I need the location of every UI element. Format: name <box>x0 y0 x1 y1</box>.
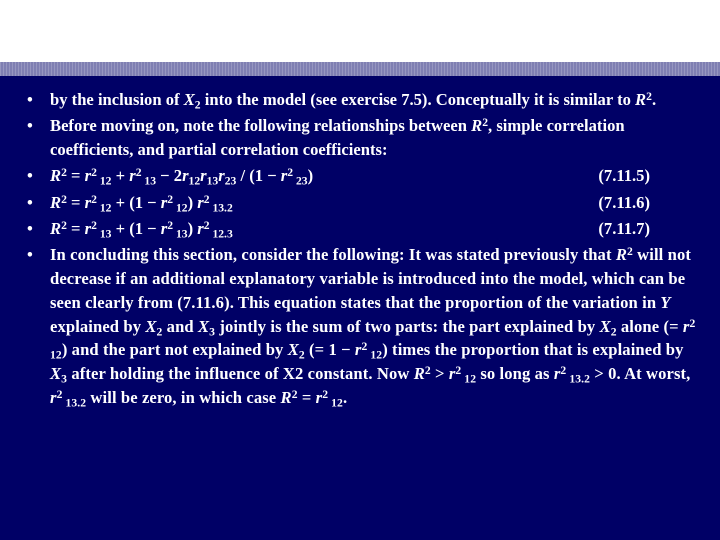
var: X <box>599 316 611 336</box>
sub: 13.2 <box>62 396 87 410</box>
slide-header <box>0 0 720 62</box>
var: R <box>50 218 62 238</box>
text: will not decrease if an additional explanatory variable is introduced into the model, which can be seen clearly from (7.11.6). This equation states that the proportion of the variation in <box>50 245 691 312</box>
sub: 13.2 <box>566 372 591 386</box>
var: r <box>182 166 189 186</box>
var: R <box>280 388 292 408</box>
sup: 2 <box>91 166 97 180</box>
sub: 12 <box>50 348 62 362</box>
var: X <box>145 316 157 336</box>
var: r <box>553 364 561 384</box>
slide-content <box>0 88 720 412</box>
sup: 2 <box>627 245 633 259</box>
var: r <box>448 364 456 384</box>
var-r-squared: R <box>471 116 483 136</box>
var: X <box>50 364 62 384</box>
bullet-equation-7-11-6 <box>0 191 720 215</box>
text: into the model (see exercise 7.5). Conceptually it is similar to <box>200 90 636 109</box>
sub: 12 <box>96 201 112 215</box>
equation-number: (7.11.6) <box>598 192 650 212</box>
sub: 13 <box>96 227 112 241</box>
sub: 13 <box>173 227 188 241</box>
text: > 0. At worst, <box>590 364 691 384</box>
bullet-concluding <box>0 243 720 410</box>
var: r <box>315 388 323 408</box>
var: r <box>129 166 136 186</box>
sub: 12.3 <box>209 227 233 241</box>
var: r <box>50 388 57 408</box>
bullet-inclusion <box>0 88 720 112</box>
sup: 2 <box>322 387 329 401</box>
sub: 13 <box>206 174 219 188</box>
var: R <box>50 192 62 212</box>
var: R <box>615 245 627 265</box>
var: X <box>198 316 210 336</box>
sup: 2 <box>203 218 210 232</box>
bullet-relationships <box>0 114 720 162</box>
sup: 2 <box>287 166 294 180</box>
sub: 2 <box>156 325 163 339</box>
var: r <box>197 218 204 238</box>
equation-7-11-5 <box>50 164 313 188</box>
var: X <box>287 340 299 360</box>
text: + <box>111 166 130 186</box>
equation-number: (7.11.5) <box>598 166 650 186</box>
sup: 2 <box>203 192 210 206</box>
text: − 2 <box>156 166 183 186</box>
sub: 12 <box>96 174 112 188</box>
var: r <box>197 192 204 212</box>
text: ) <box>307 166 314 186</box>
sup: 2 <box>91 218 97 232</box>
sup: 2 <box>61 192 67 206</box>
bullet-equation-7-11-5 <box>0 164 720 188</box>
sub: 12 <box>367 348 383 362</box>
text: . <box>342 388 348 408</box>
equation-7-11-6 <box>50 191 233 215</box>
text: ) <box>187 192 198 212</box>
sup: 2 <box>689 316 696 330</box>
sup: 2 <box>291 387 298 401</box>
sup: 2 <box>61 218 67 232</box>
text: explained by <box>50 316 146 336</box>
sup: 2 <box>135 166 142 180</box>
var: r <box>200 166 207 186</box>
var: r <box>160 192 168 212</box>
bullet-dot: • <box>27 192 33 212</box>
sup: 2 <box>167 218 174 232</box>
var: r <box>682 316 690 336</box>
text: jointly is the sum of two parts: the part explained by <box>215 316 600 336</box>
sub: 2 <box>298 348 305 362</box>
bullet-dot: • <box>27 116 33 136</box>
sup: 2 <box>482 116 489 130</box>
sub: 12 <box>328 396 343 410</box>
sup: 2 <box>91 192 97 206</box>
sub: 13 <box>141 174 157 188</box>
sup: 2 <box>361 340 368 354</box>
sub: 23 <box>293 174 308 188</box>
sup: 2 <box>167 192 174 206</box>
text: > <box>430 364 449 384</box>
sub: 12 <box>461 372 477 386</box>
text: and <box>162 316 198 336</box>
text: = <box>66 192 85 212</box>
text: + (1 − <box>111 218 161 238</box>
bullet-dot: • <box>27 245 33 265</box>
bullet-dot: • <box>27 218 33 238</box>
text: In concluding this section, consider the following: It was stated previously that <box>50 245 616 265</box>
bullet-dot: • <box>27 90 33 109</box>
text: = <box>297 388 316 408</box>
text: Before moving on, note the following relationships between <box>50 116 472 136</box>
text: = <box>66 166 85 186</box>
text: ) times the proportion that is explained by <box>382 340 684 360</box>
text: = <box>66 218 85 238</box>
sub: 13.2 <box>209 201 233 215</box>
sub: 3 <box>61 372 68 386</box>
header-accent-bar <box>0 62 720 76</box>
sup: 2 <box>646 89 652 103</box>
text: will be zero, in which case <box>86 388 281 408</box>
bullet-dot: • <box>27 166 33 186</box>
sup: 2 <box>560 364 567 378</box>
var: r <box>84 218 92 238</box>
sub: 2 <box>194 98 201 112</box>
var: r <box>280 166 288 186</box>
sub: 12 <box>173 201 188 215</box>
text: after holding the influence of X2 constant. Now <box>67 364 414 384</box>
bullet-equation-7-11-7 <box>0 217 720 241</box>
sup: 2 <box>455 364 462 378</box>
var: r <box>84 166 92 186</box>
text: . <box>651 90 657 109</box>
var: R <box>413 364 425 384</box>
sup: 2 <box>56 387 63 401</box>
text: (= 1 − <box>304 340 355 360</box>
text: alone (= <box>616 316 683 336</box>
var: r <box>160 218 168 238</box>
sub: 2 <box>610 325 617 339</box>
sub: 23 <box>224 174 237 188</box>
sub: 3 <box>209 325 216 339</box>
equation-number: (7.11.7) <box>598 218 650 238</box>
var-x: X <box>183 90 195 109</box>
var: r <box>218 166 225 186</box>
text: / (1 − <box>236 166 281 186</box>
text: by the inclusion of <box>50 90 184 109</box>
text: , simple correlation coefficients, and partial correlation coefficients: <box>50 116 625 160</box>
text: + (1 − <box>111 192 161 212</box>
var: Y <box>660 292 671 312</box>
text: ) <box>187 218 198 238</box>
var-r-squared: R <box>635 90 647 109</box>
text: so long as <box>476 364 554 384</box>
var: R <box>50 166 62 186</box>
sup: 2 <box>61 166 67 180</box>
sub: 12 <box>188 174 201 188</box>
equation-7-11-7 <box>50 217 233 241</box>
var: r <box>84 192 92 212</box>
sup: 2 <box>424 364 431 378</box>
var: r <box>354 340 362 360</box>
text: ) and the part not explained by <box>61 340 288 360</box>
